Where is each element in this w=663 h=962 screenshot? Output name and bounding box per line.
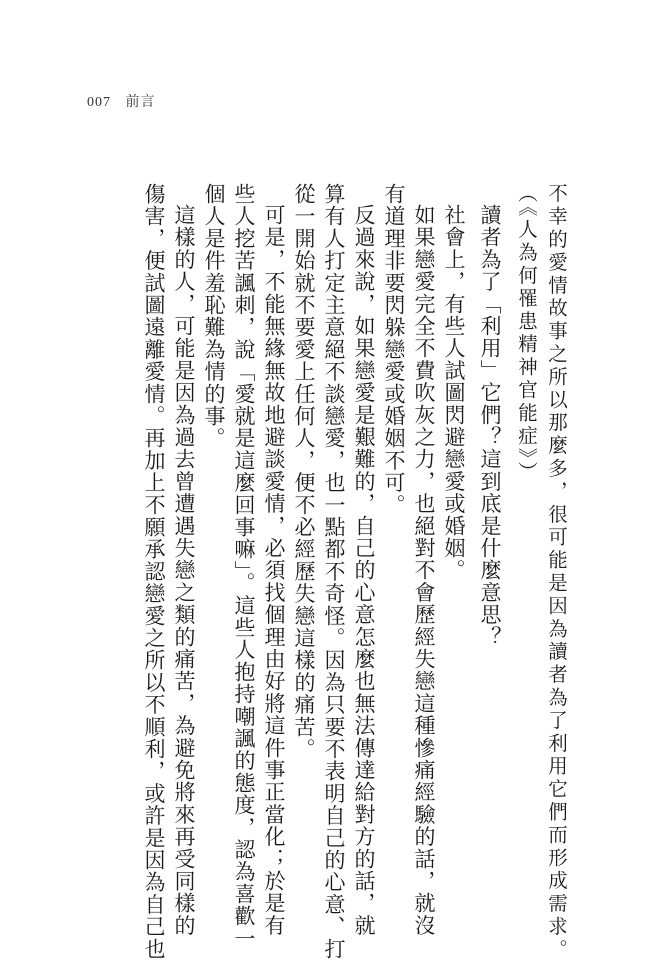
paragraph-line: 這樣的人，可能是因為過去曾遭遇失戀之類的痛苦，為避免將來再受同樣的 — [172, 204, 196, 937]
section-title: 前言 — [125, 95, 156, 110]
paragraph-line: 讀者為了「利用」它們？這到底是什麼意思？ — [478, 204, 502, 648]
quote-line: 不幸的愛情故事之所以那麼多，很可能是因為讀者為了利用它們而形成需求。 — [545, 183, 568, 962]
paragraph-line: 從一開始就不要愛上任何人，便不必經歷失戀這樣的痛苦。 — [292, 183, 316, 761]
page-header — [87, 91, 156, 111]
paragraph-line: 有道理非要閃躲戀愛或婚姻不可。 — [382, 183, 406, 516]
paragraph-line: 算有人打定主意絕不談戀愛，也一點都不奇怪。因為只要不表明自己的心意、打 — [322, 183, 346, 960]
paragraph-line: 如果戀愛完全不費吹灰之力，也絕對不會歷經失戀這種慘痛經驗的話，就沒 — [412, 204, 436, 937]
paragraph-line: 些人挖苦諷刺，說「愛就是這麼回事嘛」。這些人抱持嘲諷的態度，認為喜歡一 — [232, 183, 256, 950]
paragraph-line: 可是，不能無緣無故地避談愛情，必須找個理由好將這件事正當化；於是有 — [262, 204, 286, 937]
body-text — [139, 183, 571, 962]
paragraph-line: 社會上，有些人試圖閃避戀愛或婚姻。 — [442, 204, 466, 582]
paragraph-line: 傷害，便試圖遠離愛情。再加上不願承認戀愛之所以不順利，或許是因為自己也 — [142, 183, 166, 960]
paragraph-line: 個人是件羞恥難為情的事。 — [202, 183, 226, 450]
quote-source: （《人為何罹患精神官能症》） — [515, 183, 538, 485]
page-number: 007 — [87, 95, 111, 110]
paragraph-line: 反過來說，如果戀愛是艱難的，自己的心意怎麼也無法傳達給對方的話，就 — [352, 204, 376, 937]
